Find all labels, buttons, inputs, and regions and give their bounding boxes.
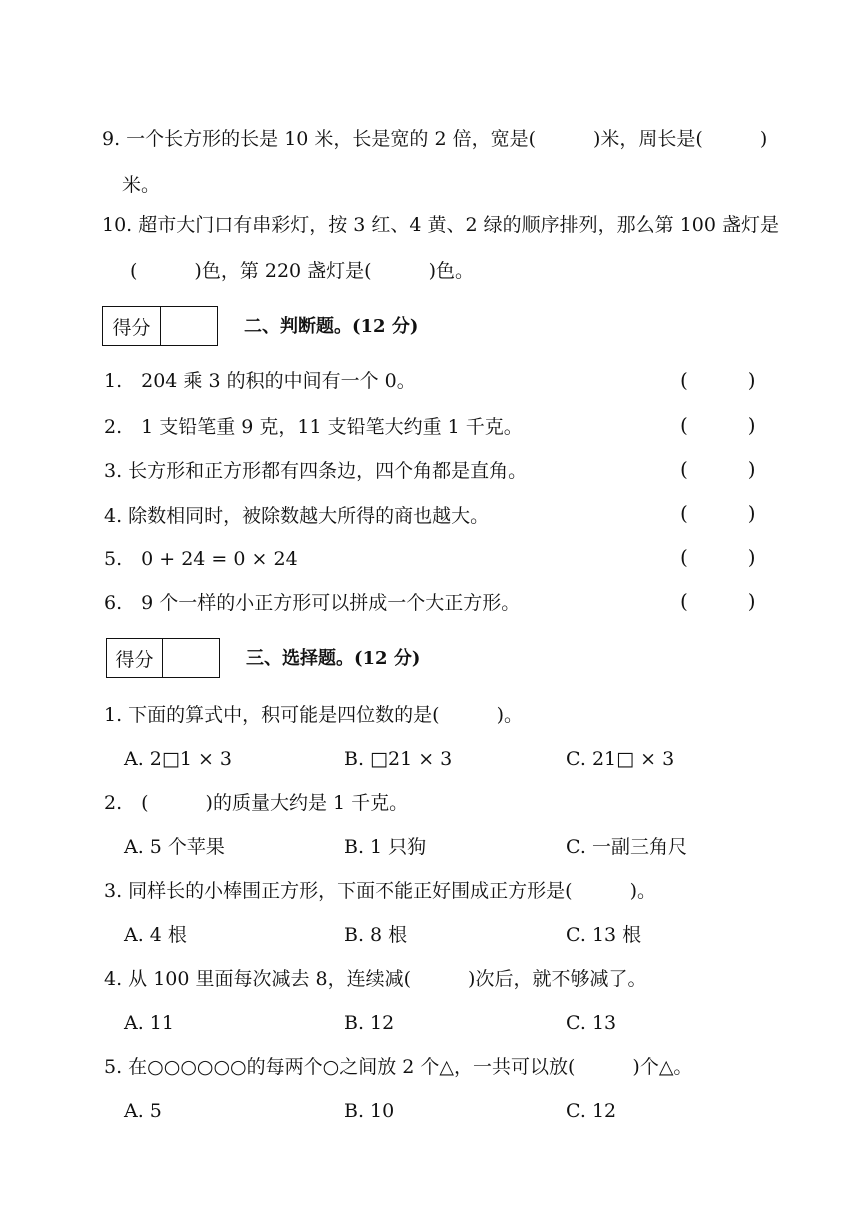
choice-option-1b[interactable]: B. □21 × 3 xyxy=(344,748,453,770)
choice-question-5: 5. 在○○○○○○的每两个○之间放 2 个△，一共可以放( )个△。 xyxy=(104,1056,693,1078)
score-label: 得分 xyxy=(103,307,161,345)
choice-option-3a[interactable]: A. 4 根 xyxy=(124,924,187,946)
judge-answer-paren-2[interactable]: ( ) xyxy=(680,413,756,437)
question-9-line2: 米。 xyxy=(122,174,161,196)
judge-item-6: 6. 9 个一样的小正方形可以拼成一个大正方形。 xyxy=(104,592,521,614)
choice-option-4c[interactable]: C. 13 xyxy=(566,1012,617,1034)
question-10-line1: 10. 超市大门口有串彩灯，按 3 红、4 黄、2 绿的顺序排列，那么第 100 盏灯是 xyxy=(102,214,780,236)
judge-answer-paren-3[interactable]: ( ) xyxy=(680,457,756,481)
choice-option-2b[interactable]: B. 1 只狗 xyxy=(344,836,427,858)
score-box-section2 xyxy=(102,306,218,346)
judge-answer-paren-5[interactable]: ( ) xyxy=(680,545,756,569)
choice-option-4a[interactable]: A. 11 xyxy=(124,1012,174,1034)
judge-answer-paren-6[interactable]: ( ) xyxy=(680,589,756,613)
section3-title: 三、选择题。(12 分) xyxy=(246,648,421,669)
judge-item-5: 5. 0 + 24 = 0 × 24 xyxy=(104,548,298,570)
score-label: 得分 xyxy=(107,639,163,677)
score-box-section3 xyxy=(106,638,220,678)
choice-option-1c[interactable]: C. 21□ × 3 xyxy=(566,748,675,770)
choice-question-2: 2. ( )的质量大约是 1 千克。 xyxy=(104,792,409,814)
judge-item-2: 2. 1 支铅笔重 9 克，11 支铅笔大约重 1 千克。 xyxy=(104,416,523,438)
choice-option-5c[interactable]: C. 12 xyxy=(566,1100,617,1122)
question-10-line2: ( )色，第 220 盏灯是( )色。 xyxy=(130,260,474,282)
choice-option-2c[interactable]: C. 一副三角尺 xyxy=(566,836,687,858)
choice-option-3c[interactable]: C. 13 根 xyxy=(566,924,642,946)
judge-answer-paren-1[interactable]: ( ) xyxy=(680,368,756,392)
judge-item-3: 3. 长方形和正方形都有四条边，四个角都是直角。 xyxy=(104,460,528,482)
choice-question-1: 1. 下面的算式中，积可能是四位数的是( )。 xyxy=(104,704,523,726)
judge-item-1: 1. 204 乘 3 的积的中间有一个 0。 xyxy=(104,370,416,392)
question-9-line1: 9. 一个长方形的长是 10 米，长是宽的 2 倍，宽是( )米，周长是( ) xyxy=(102,128,768,150)
choice-question-3: 3. 同样长的小棒围正方形，下面不能正好围成正方形是( )。 xyxy=(104,880,656,902)
choice-option-1a[interactable]: A. 2□1 × 3 xyxy=(124,748,233,770)
section2-title: 二、判断题。(12 分) xyxy=(244,316,419,337)
choice-option-2a[interactable]: A. 5 个苹果 xyxy=(124,836,225,858)
choice-option-5b[interactable]: B. 10 xyxy=(344,1100,395,1122)
choice-option-4b[interactable]: B. 12 xyxy=(344,1012,395,1034)
judge-item-4: 4. 除数相同时，被除数越大所得的商也越大。 xyxy=(104,505,490,527)
choice-question-4: 4. 从 100 里面每次减去 8，连续减( )次后，就不够减了。 xyxy=(104,968,647,990)
choice-option-5a[interactable]: A. 5 xyxy=(124,1100,162,1122)
judge-answer-paren-4[interactable]: ( ) xyxy=(680,501,756,525)
choice-option-3b[interactable]: B. 8 根 xyxy=(344,924,408,946)
